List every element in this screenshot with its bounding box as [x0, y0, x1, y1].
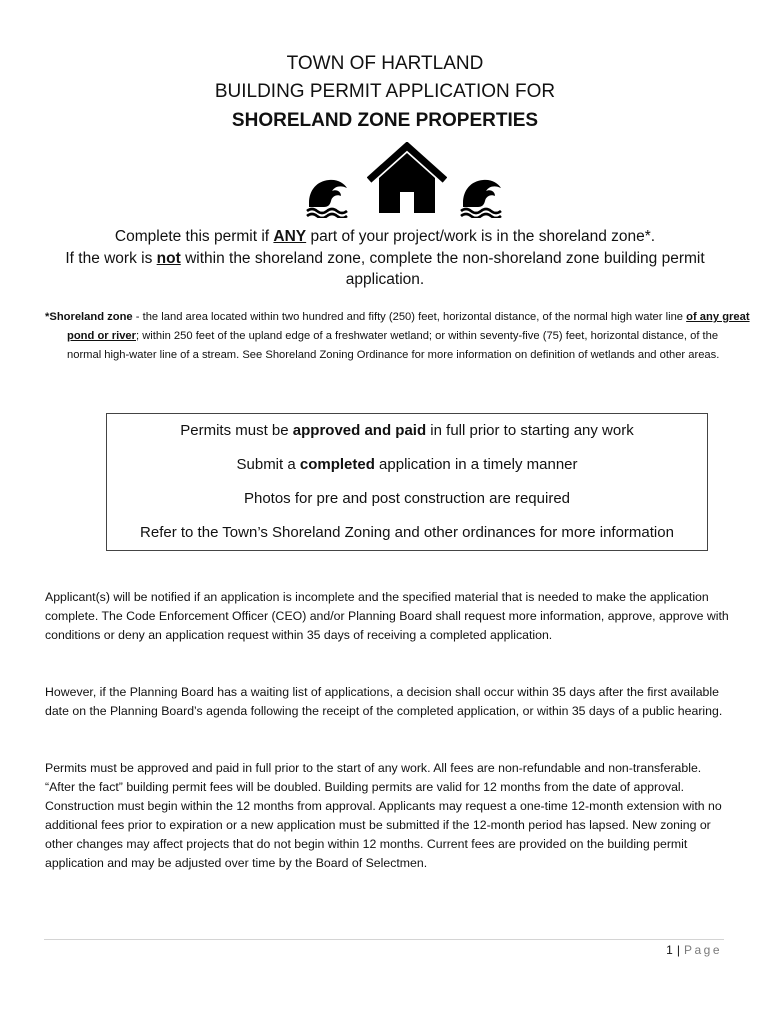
shoreland-zone-definition: *Shoreland zone - the land area located within two hundred and fifty (250) feet, horizontal distance, of the normal high water line of any great pond or river; within 250 feet of the upland edge of a freshwater wetland; or within seventy-five (75) feet, horizontal distance, of the normal high-water line of a stream. See Shoreland Zoning Ordinance for more information on definition of wetlands and other areas.: [45, 311, 750, 361]
intro-text: [60, 226, 710, 291]
title-shoreland: SHORELAND ZONE PROPERTIES: [231, 110, 539, 131]
title-application: BUILDING PERMIT APPLICATION FOR: [214, 81, 556, 102]
notice-line-approval: Permits must be approved and paid in full prior to starting any work: [180, 422, 634, 439]
house-icon: [367, 142, 447, 214]
notice-line-photos: Photos for pre and post construction are required: [243, 490, 571, 507]
intro-sentence-1: Complete this permit if ANY part of your project/work is in the shoreland zone*.: [114, 228, 656, 245]
paragraph-permits-fees: Permits must be approved and paid in full prior to the start of any work. All fees are non-refundable and non-transferable. “After the fact” building permit fees will be doubled. Building permits are valid for 12 months from the date of approval. Construction must begin within the 12 months from approval. Applicants may request a one-time 12-month extension with no additional fees prior to expiration or a new application must be submitted if the 12-month period has lapsed. New zoning or other changes may affect projects that do not begin within 12 months. Current fees are provided on the building permit application and may be adjusted over time by the Board of Selectmen.: [45, 761, 722, 870]
definition-term: *Shoreland zone: [45, 311, 133, 323]
wave-icon: [459, 176, 505, 218]
page-label: Page: [683, 943, 722, 957]
footer-divider: [44, 939, 724, 940]
paragraph-notification: Applicant(s) will be notified if an application is incomplete and the specified material that is needed to make the application complete. The Code Enforcement Officer (CEO) and/or Planning Board shall request more information, approve, approve with conditions or deny an application request within 35 days of receiving a completed application.: [45, 590, 729, 642]
emphasis-any: ANY: [273, 228, 307, 245]
definition-emphasis: of any great pond or river: [67, 311, 750, 342]
title-block: [0, 50, 770, 136]
intro-sentence-2: If the work is not within the shoreland zone, complete the non-shoreland zone building permit application.: [65, 249, 705, 288]
notice-box: [106, 413, 708, 551]
header-icons: [0, 142, 770, 220]
footer-separator: |: [676, 943, 680, 957]
wave-icon: [305, 176, 351, 218]
title-town: TOWN OF HARTLAND: [286, 53, 484, 74]
page-number: 1: [666, 943, 673, 957]
page-footer: [666, 943, 722, 957]
paragraph-planning-board: However, if the Planning Board has a waiting list of applications, a decision shall occur within 35 days after the first available date on the Planning Board’s agenda following the receipt of the completed application, or within 35 days of a public hearing.: [45, 685, 723, 718]
emphasis-not: not: [156, 249, 181, 267]
notice-line-ordinances: Refer to the Town’s Shoreland Zoning and other ordinances for more information: [140, 524, 674, 541]
notice-line-submit: Submit a completed application in a timely manner: [236, 456, 578, 473]
